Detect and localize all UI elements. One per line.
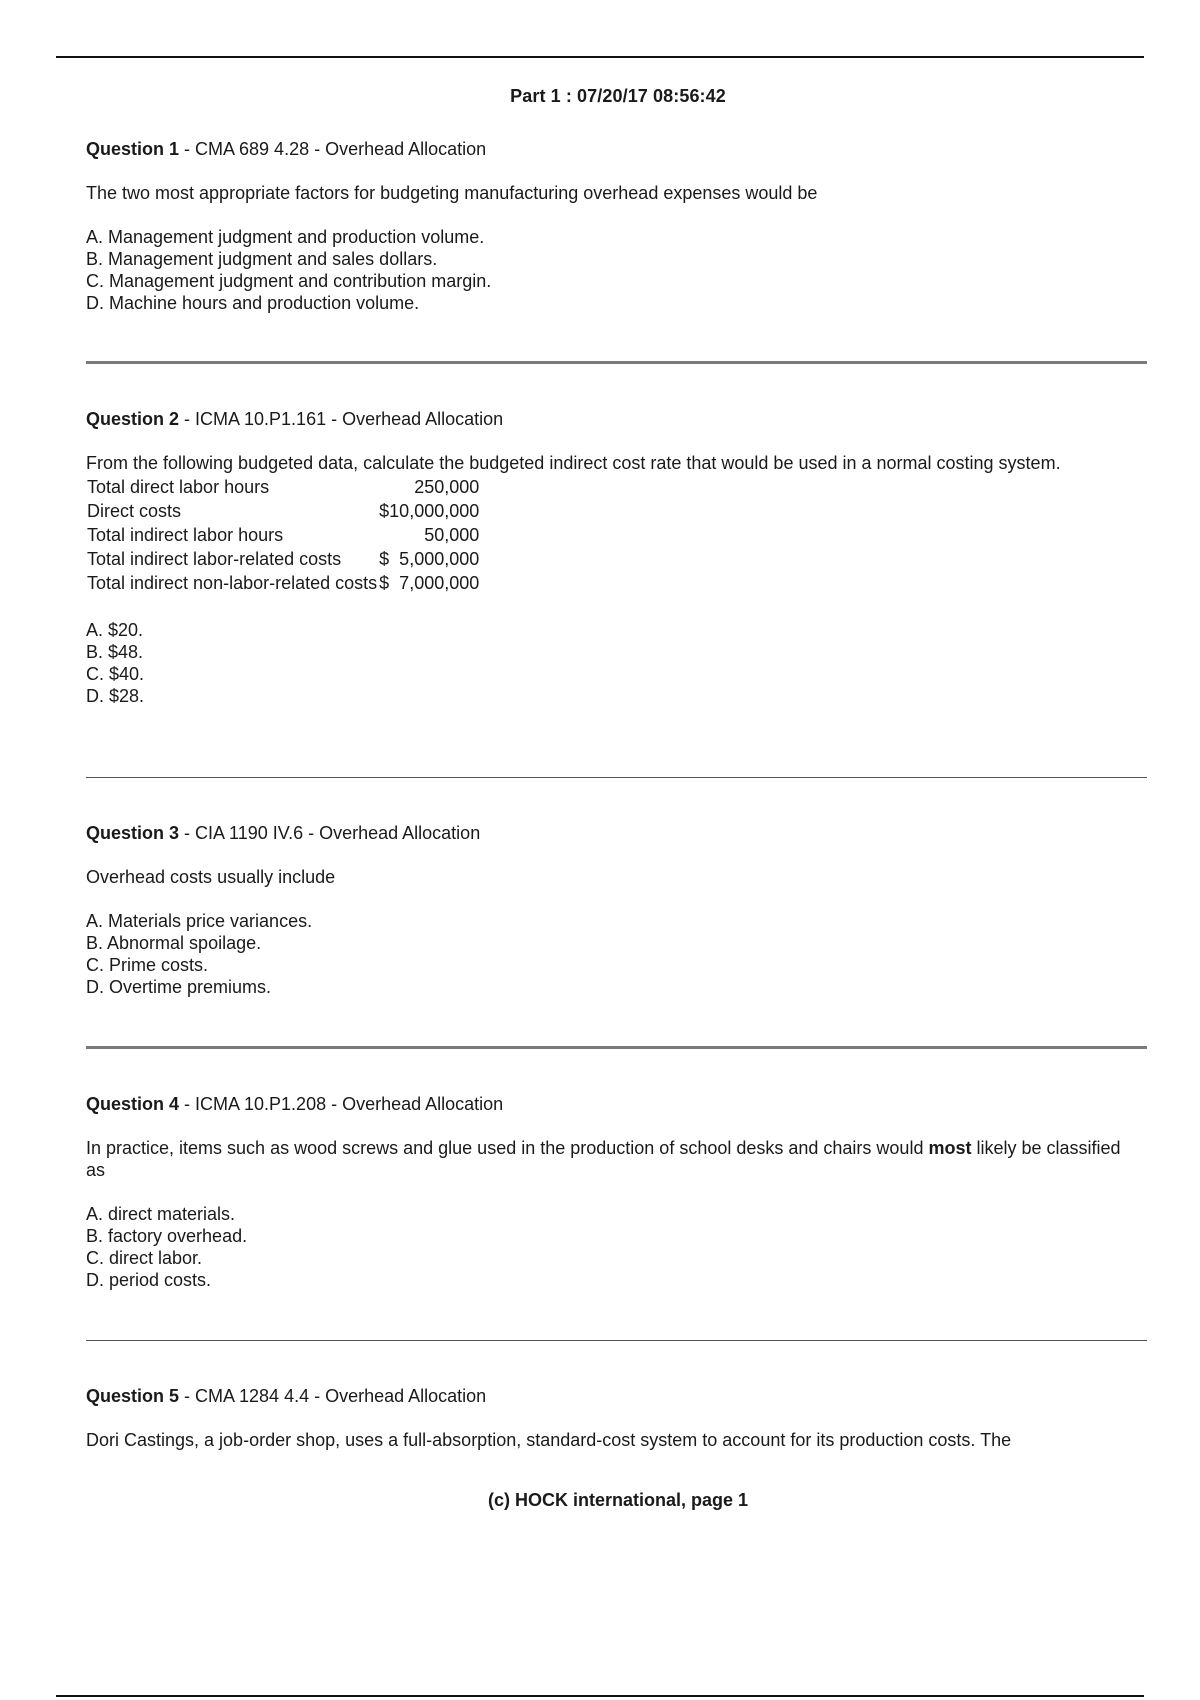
option-d: D. Overtime premiums. [86, 977, 272, 997]
option-c: C. Management judgment and contribution margin. [86, 271, 492, 291]
question-label: Question 2 [86, 409, 180, 429]
bottom-rule [56, 1695, 1144, 1697]
table-item: Total direct labor hours [87, 477, 270, 497]
question-5 [86, 1385, 1146, 1451]
question-separator [86, 1046, 1147, 1049]
question-label: Question 4 [86, 1094, 180, 1114]
question-text-part: In practice, items such as wood screws and glue used in the production of school desks and chairs would [86, 1138, 929, 1158]
page-footer: (c) HOCK international, page 1 [487, 1490, 749, 1510]
option-b: B. factory overhead. [86, 1226, 248, 1246]
table-row [86, 547, 481, 571]
table-item: Total indirect non-labor-related costs [87, 573, 378, 593]
answer-options [86, 619, 1146, 707]
table-item: Total indirect labor-related costs [87, 549, 342, 569]
option-d: D. period costs. [86, 1270, 212, 1290]
table-item: Total indirect labor hours [87, 525, 284, 545]
question-separator [86, 777, 1147, 778]
question-heading [86, 1385, 1146, 1407]
table-value: $ 5,000,000 [379, 549, 480, 569]
question-separator [86, 1340, 1147, 1341]
table-value: $ 7,000,000 [379, 573, 480, 593]
option-c: C. $40. [86, 664, 145, 684]
question-1 [86, 138, 1146, 314]
question-text-part: likely be classified as [86, 1138, 1121, 1180]
answer-options [86, 1203, 1146, 1291]
option-c: C. Prime costs. [86, 955, 209, 975]
question-4 [86, 1093, 1146, 1291]
question-heading [86, 138, 1146, 160]
option-c: C. direct labor. [86, 1248, 203, 1268]
question-heading [86, 822, 1146, 844]
question-meta: - CMA 689 4.28 - Overhead Allocation [179, 139, 487, 159]
option-b: B. Management judgment and sales dollars. [86, 249, 438, 269]
question-meta: - CIA 1190 IV.6 - Overhead Allocation [179, 823, 481, 843]
top-rule [56, 56, 1144, 58]
table-row [86, 475, 481, 499]
question-text [86, 1137, 1131, 1181]
question-heading [86, 408, 1146, 430]
question-label: Question 1 [86, 139, 180, 159]
option-a: A. Materials price variances. [86, 911, 313, 931]
option-b: B. $48. [86, 642, 144, 662]
question-3 [86, 822, 1146, 998]
question-label: Question 5 [86, 1386, 180, 1406]
question-text: Overhead costs usually include [86, 867, 336, 887]
question-heading [86, 1093, 1146, 1115]
page-header: Part 1 : 07/20/17 08:56:42 [510, 86, 726, 106]
table-value: 250,000 [414, 477, 480, 497]
question-meta: - ICMA 10.P1.208 - Overhead Allocation [179, 1094, 504, 1114]
table-item: Direct costs [87, 501, 182, 521]
option-a: A. $20. [86, 620, 144, 640]
option-b: B. Abnormal spoilage. [86, 933, 262, 953]
option-a: A. direct materials. [86, 1204, 236, 1224]
question-text: Dori Castings, a job-order shop, uses a full-absorption, standard-cost system to account for its production costs. The [86, 1430, 1012, 1450]
question-meta: - CMA 1284 4.4 - Overhead Allocation [179, 1386, 487, 1406]
option-d: D. Machine hours and production volume. [86, 293, 420, 313]
question-text: The two most appropriate factors for budgeting manufacturing overhead expenses would be [86, 183, 818, 203]
table-row [86, 571, 481, 595]
question-label: Question 3 [86, 823, 180, 843]
option-a: A. Management judgment and production volume. [86, 227, 485, 247]
budget-data-table [86, 475, 481, 595]
answer-options [86, 226, 1146, 314]
answer-options [86, 910, 1146, 998]
table-value: 50,000 [424, 525, 480, 545]
table-row [86, 523, 481, 547]
question-separator [86, 361, 1147, 364]
question-text-emphasis: most [928, 1138, 972, 1158]
question-meta: - ICMA 10.P1.161 - Overhead Allocation [179, 409, 504, 429]
question-2 [86, 408, 1146, 707]
question-text: From the following budgeted data, calculate the budgeted indirect cost rate that would be used in a normal costing system. [86, 453, 1061, 473]
table-value: $10,000,000 [379, 501, 480, 521]
option-d: D. $28. [86, 686, 145, 706]
table-row [86, 499, 481, 523]
